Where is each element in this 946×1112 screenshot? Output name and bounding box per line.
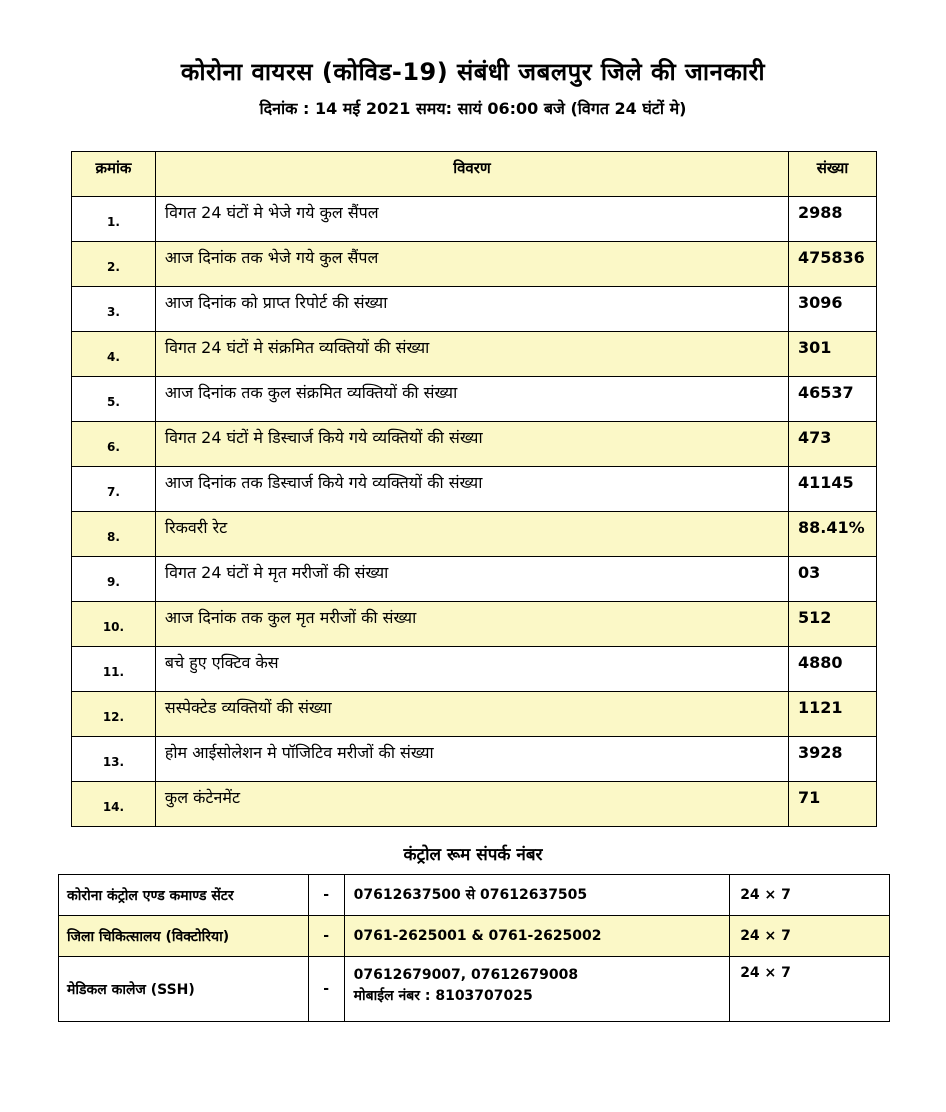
table-row: [72, 242, 877, 287]
contact-number-line: मोबाईल नंबर : 8103707025: [353, 988, 533, 1004]
row-serial-number: 5.: [72, 377, 156, 422]
row-serial-number: 8.: [72, 512, 156, 557]
table-row: [72, 782, 877, 827]
contact-hours: 24 × 7: [730, 875, 890, 916]
table-header-row: [72, 152, 877, 197]
table-row: [72, 557, 877, 602]
contact-hours: 24 × 7: [730, 916, 890, 957]
table-row: [72, 512, 877, 557]
row-serial-number: 6.: [72, 422, 156, 467]
contact-name: मेडिकल कालेज (SSH): [59, 957, 309, 1022]
row-description: सस्पेक्टेड व्यक्तियों की संख्या: [155, 692, 788, 737]
row-count-value: 46537: [789, 377, 877, 422]
row-serial-number: 13.: [72, 737, 156, 782]
row-serial-number: 4.: [72, 332, 156, 377]
row-count-value: 1121: [789, 692, 877, 737]
table-row: [72, 467, 877, 512]
row-description: आज दिनांक तक डिस्चार्ज किये गये व्यक्तियों की संख्या: [155, 467, 788, 512]
contact-number: [344, 957, 730, 1022]
row-serial-number: 2.: [72, 242, 156, 287]
row-count-value: 03: [789, 557, 877, 602]
header-serial: क्रमांक: [72, 152, 156, 197]
row-description: आज दिनांक तक भेजे गये कुल सैंपल: [155, 242, 788, 287]
contact-separator: -: [308, 957, 344, 1022]
row-description: होम आईसोलेशन मे पॉजिटिव मरीजों की संख्या: [155, 737, 788, 782]
header-description: विवरण: [155, 152, 788, 197]
row-count-value: 3928: [789, 737, 877, 782]
row-description: कुल कंटेनमेंट: [155, 782, 788, 827]
table-row: [72, 737, 877, 782]
row-count-value: 41145: [789, 467, 877, 512]
table-row: [72, 692, 877, 737]
contact-number-line: 07612679007, 07612679008: [353, 967, 579, 983]
contact-name: जिला चिकित्सालय (विक्टोरिया): [59, 916, 309, 957]
table-row: [72, 647, 877, 692]
row-count-value: 3096: [789, 287, 877, 332]
covid-stats-table: [71, 151, 877, 827]
control-room-heading: कंट्रोल रूम संपर्क नंबर: [403, 845, 543, 865]
covid-stats-body: [72, 197, 877, 827]
table-row: [72, 377, 877, 422]
row-description: विगत 24 घंटों मे भेजे गये कुल सैंपल: [155, 197, 788, 242]
row-count-value: 301: [789, 332, 877, 377]
row-description: विगत 24 घंटों मे संक्रमित व्यक्तियों की संख्या: [155, 332, 788, 377]
header-count: संख्या: [789, 152, 877, 197]
row-description: आज दिनांक तक कुल मृत मरीजों की संख्या: [155, 602, 788, 647]
row-count-value: 88.41%: [789, 512, 877, 557]
row-count-value: 71: [789, 782, 877, 827]
contact-row: [59, 916, 890, 957]
row-serial-number: 3.: [72, 287, 156, 332]
table-row: [72, 332, 877, 377]
row-serial-number: 12.: [72, 692, 156, 737]
row-description: आज दिनांक को प्राप्त रिपोर्ट की संख्या: [155, 287, 788, 332]
row-description: आज दिनांक तक कुल संक्रमित व्यक्तियों की संख्या: [155, 377, 788, 422]
row-description: बचे हुए एक्टिव केस: [155, 647, 788, 692]
row-count-value: 2988: [789, 197, 877, 242]
table-row: [72, 287, 877, 332]
row-count-value: 475836: [789, 242, 877, 287]
row-serial-number: 10.: [72, 602, 156, 647]
date-time-subtitle: दिनांक : 14 मई 2021 समय: सायं 06:00 बजे (विगत 24 घंटों मे): [259, 99, 687, 118]
contact-number-line: 0761-2625001 & 0761-2625002: [353, 927, 602, 944]
row-count-value: 512: [789, 602, 877, 647]
row-serial-number: 11.: [72, 647, 156, 692]
contact-number: [344, 916, 730, 957]
table-row: [72, 602, 877, 647]
contact-hours: 24 × 7: [730, 957, 890, 1022]
control-room-body: [59, 875, 890, 1022]
table-row: [72, 197, 877, 242]
row-serial-number: 1.: [72, 197, 156, 242]
row-serial-number: 14.: [72, 782, 156, 827]
row-serial-number: 7.: [72, 467, 156, 512]
table-row: [72, 422, 877, 467]
contact-row: [59, 957, 890, 1022]
row-description: विगत 24 घंटों मे डिस्चार्ज किये गये व्यक्तियों की संख्या: [155, 422, 788, 467]
row-description: रिकवरी रेट: [155, 512, 788, 557]
contact-number: [344, 875, 730, 916]
contact-number-line: 07612637500 से 07612637505: [353, 886, 588, 903]
contact-separator: -: [308, 875, 344, 916]
contact-separator: -: [308, 916, 344, 957]
control-room-table: [58, 874, 890, 1022]
contact-row: [59, 875, 890, 916]
row-description: विगत 24 घंटों मे मृत मरीजों की संख्या: [155, 557, 788, 602]
row-count-value: 473: [789, 422, 877, 467]
page-title: कोरोना वायरस (कोविड-19) संबंधी जबलपुर जिले की जानकारी: [180, 58, 766, 86]
row-serial-number: 9.: [72, 557, 156, 602]
row-count-value: 4880: [789, 647, 877, 692]
contact-name: कोरोना कंट्रोल एण्ड कमाण्ड सेंटर: [59, 875, 309, 916]
